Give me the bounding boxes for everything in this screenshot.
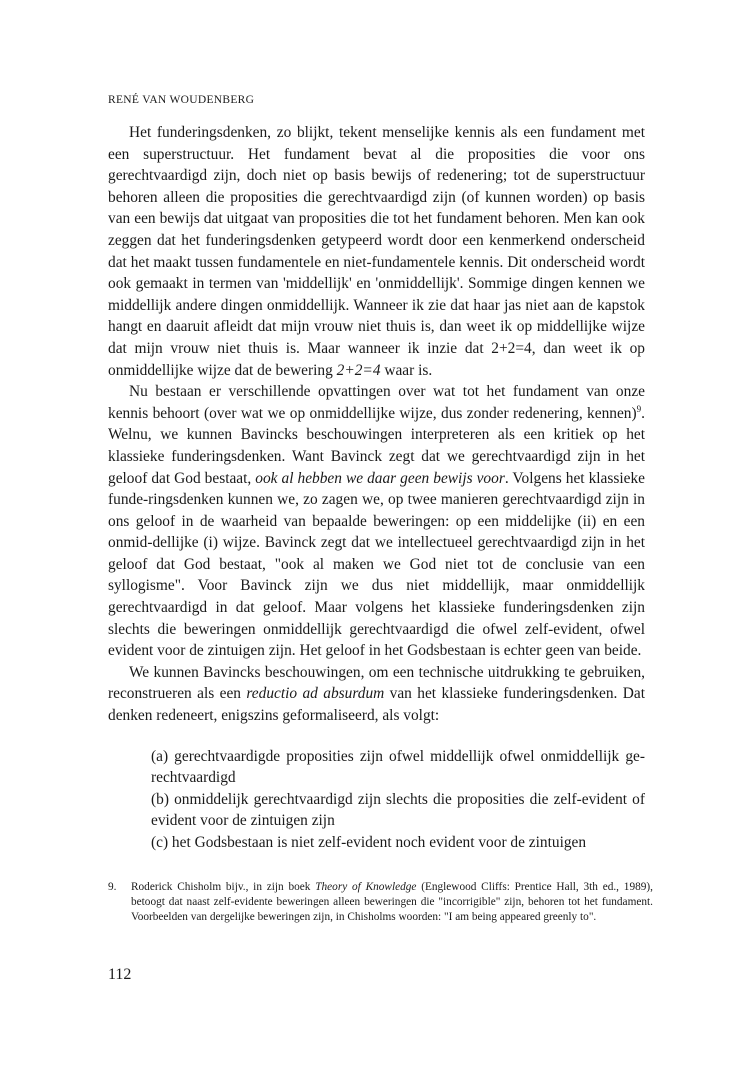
premise-list: [151, 746, 645, 854]
paragraph-2: Nu bestaan er verschillende opvattingen over wat tot het fundament van onze kennis behoort (over wat we op onmiddellijke wijze, dus zonder redenering, kennen)$^9$. Welnu, we kunnen Bavincks beschouwingen interpreteren als een kritiek op het klassieke funderingsdenken. Want Bavinck zegt dat we gerechtvaardigd zijn in het geloof dat God bestaat, ook al hebben we daar geen bewijs voor. Volgens het klassieke funde-ringsdenken kunnen we, zo zagen we, op twee manieren gerechtvaardigd zijn in ons geloof in de waarheid van bepaalde beweringen: op een middelijke (ii) en een onmid-dellijke (i) wijze. Bavinck zegt dat we intellectueel gerechtvaardigd zijn in het geloof dat God bestaat, "ook al maken we God niet tot de conclusie van een syllogisme". Voor Bavinck zijn we dus niet middellijk, maar onmiddellijk gerechtvaardigd in dat geloof. Maar volgens het klassieke funderingsdenken zijn slechts die beweringen onmiddellijk gerechtvaardigd die ofwel zelf-evident, ofwel evident voor de zintuigen zijn. Het geloof in het Godsbestaan is echter geen van beide.: [108, 383, 645, 660]
paragraph-3: We kunnen Bavincks beschouwingen, om een technische uitdrukking te gebruiken, reconstrueren als een reductio ad absurdum van het klassieke funderingsdenken. Dat denken redeneert, enigszins geformaliseerd, als volgt:: [108, 663, 645, 725]
running-head: RENÉ VAN WOUDENBERG: [108, 94, 255, 106]
body-text: [108, 122, 645, 854]
list-item: (c) het Godsbestaan is niet zelf-evident noch evident voor de zintuigen: [151, 834, 587, 851]
page-number: 112: [108, 966, 132, 983]
paragraph-1: Het funderingsdenken, zo blijkt, tekent menselijke kennis als een fundament met een superstructuur. Het fundament bevat al die proposities die voor ons gerechtvaardigd zijn, doch niet op basis bewijs of redenering; tot de superstructuur behoren alleen die proposities die gerechtvaardigd zijn (of kunnen worden) op basis van een bewijs dat uitgaat van proposities die tot het fundament behoren. Men kan ook zeggen dat het funderingsdenken getypeerd wordt door een kenmerkend onderscheid dat het maakt tussen fundamentele en niet-fundamentele kennis. Dit onderscheid wordt ook gemaakt in termen van 'middellijk' en 'onmiddellijk'. Sommige dingen kennen we middellijk andere dingen onmiddellijk. Wanneer ik zie dat haar jas niet aan de kapstok hangt en daaruit afleidt dat mijn vrouw niet thuis is, dan weet ik op middellijke wijze dat mijn vrouw niet thuis is. Maar wanneer ik inzie dat 2+2=4, dan weet ik op onmiddellijke wijze dat de bewering 2+2=4 waar is.: [108, 124, 645, 379]
footnote-number: 9.: [108, 881, 117, 893]
footnote-text: Roderick Chisholm bijv., in zijn boek Theory of Knowledge (Englewood Cliffs: Prentice Hall, 3th ed., 1989), betoogt dat naast zelf-evidente beweringen alleen beweringen die "incorrigible" zijn, behoren tot het fundament. Voorbeelden van dergelijke beweringen zijn, in Chisholms woorden: "I am being appeared greenly to".: [131, 881, 653, 923]
list-item: (b) onmiddelijk gerechtvaardigd zijn slechts die proposities die zelf-evident of evident voor de zintuigen zijn: [151, 790, 645, 830]
list-item: (a) gerechtvaardigde proposities zijn ofwel middellijk ofwel onmiddellijk ge-rechtvaardigd: [151, 747, 645, 787]
footnote: [108, 880, 653, 925]
footnote-ref: 9: [636, 403, 642, 414]
